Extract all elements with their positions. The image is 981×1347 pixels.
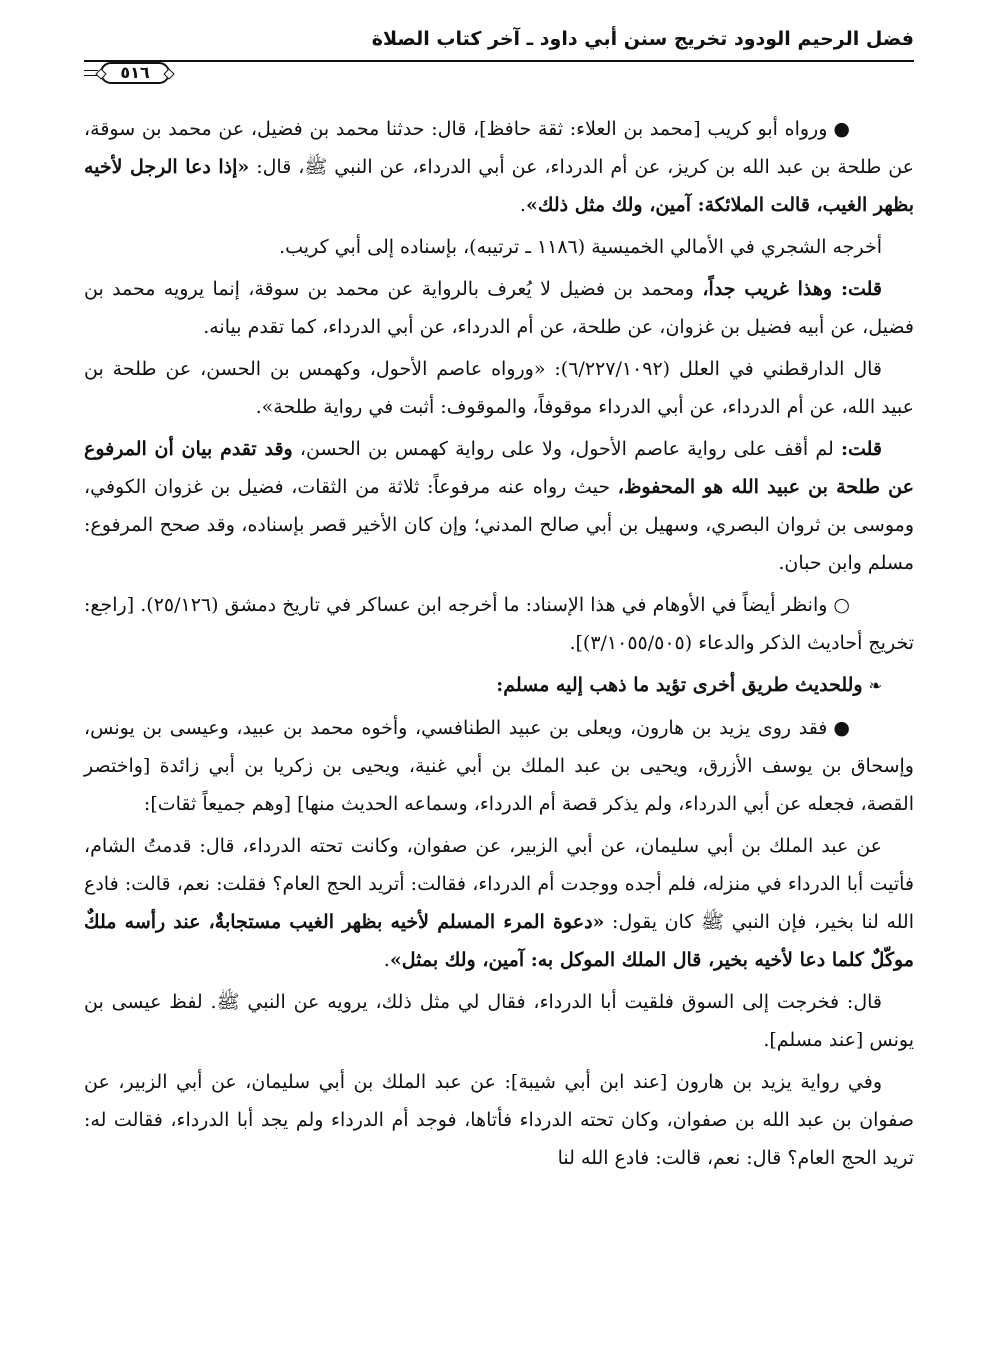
text-run: وانظر أيضاً في الأوهام في هذا الإسناد: ما أخرجه ابن عساكر في تاريخ دمشق (٢٥/١٢٦). [راجع: تخريج أحاديث الذكر والدعاء (٣/١٠٥٥/٥٠٥)]. <box>84 594 914 654</box>
paragraph-10 <box>84 983 914 1059</box>
page-body <box>84 110 914 1181</box>
hadith-text: «إذا دعا الرجل لأخيه بظهر الغيب، قالت الملائكة: آمين، ولك مثل ذلك» <box>84 156 914 216</box>
filled-bullet-icon: ● <box>833 717 850 739</box>
paragraph-11 <box>84 1063 914 1177</box>
hollow-bullet-icon: ○ <box>833 594 850 616</box>
paragraph-5 <box>84 430 914 582</box>
lead-word: قلت: <box>840 438 883 460</box>
text-run: قال: فخرجت إلى السوق فلقيت أبا الدرداء، فقال لي مثل ذلك، يرويه عن النبي ﷺ. لفظ عيسى بن يونس [عند مسلم]. <box>84 991 914 1051</box>
running-title: فضل الرحيم الودود تخريج سنن أبي داود ـ آخر كتاب الصلاة <box>371 28 914 50</box>
page-header <box>84 18 914 86</box>
text-run: حيث رواه عنه مرفوعاً: ثلاثة من الثقات، فضيل بن غزوان الكوفي، وموسى بن ثروان البصري، وسهيل بن أبي صالح المدني؛ وإن كان الأخير قصر بإسناده، وقد صحح المرفوع: مسلم وابن حبان. <box>84 476 914 574</box>
text-run: قال الدارقطني في العلل (٦/٢٢٧/١٠٩٢): «ورواه عاصم الأحول، وكهمس بن الحسن، عن طلحة بن عبيد الله، عن أم الدرداء، عن أبي الدرداء موقوفاً، والموقوف: أثبت في رواية طلحة». <box>84 358 914 418</box>
text-run: عن عبد الملك بن أبي سليمان، عن أبي الزبير، عن صفوان، وكانت تحته الدرداء، قال: قدمتُ الشام، فأتيت أبا الدرداء في منزله، فلم أجده ووجدت أم الدرداء، فقالت: أتريد الحج العام؟ فقلت: نعم، قالت: فادع الله لنا بخير، فإن النبي ﷺ كان يقول: <box>84 835 914 933</box>
text-run: . <box>383 949 390 971</box>
section-heading: وللحديث طريق أخرى تؤيد ما ذهب إليه مسلم: <box>496 674 863 696</box>
paragraph-6 <box>84 586 914 662</box>
paragraph-3 <box>84 270 914 346</box>
bold-run: وقد تقدم بيان أن المرفوع عن طلحة بن عبيد الله هو المحفوظ، <box>84 438 914 498</box>
paragraph-9 <box>84 827 914 979</box>
lead-word: قلت: <box>840 278 882 300</box>
text-run: أخرجه الشجري في الأمالي الخميسية (١١٨٦ ـ ترتيبه)، بإسناده إلى أبي كريب. <box>279 236 882 258</box>
bold-run: وهذا غريب جداً، <box>702 278 841 300</box>
text-run: ورواه أبو كريب [محمد بن العلاء: ثقة حافظ]، قال: حدثنا محمد بن فضيل، عن محمد بن سوقة، عن طلحة بن عبد الله بن كريز، عن أم الدرداء، عن أبي الدرداء، عن النبي ﷺ، قال: <box>84 118 914 178</box>
text-run: وفي رواية يزيد بن هارون [عند ابن أبي شيبة]: عن عبد الملك بن أبي سليمان، عن أبي الزبير، عن صفوان بن عبد الله بن صفوان، وكان تحته الدرداء فأتاها، فوجد أم الدرداء ولم يجد أبا الدرداء، فقالت له: تريد الحج العام؟ قال: نعم، قالت: فادع الله لنا <box>84 1071 914 1169</box>
hadith-text: «دعوة المرء المسلم لأخيه بظهر الغيب مستجابةٌ، عند رأسه ملكٌ موكّلٌ كلما دعا لأخيه بخير، قال الملك الموكل به: آمين، ولك بمثل» <box>84 911 914 971</box>
page-number: ٥١٦ <box>100 62 170 84</box>
text-run: ومحمد بن فضيل لا يُعرف بالرواية عن محمد بن سوقة، إنما يرويه محمد بن فضيل، عن أبيه فضيل بن غزوان، عن طلحة، عن أم الدرداء، عن أبي الدرداء، كما تقدم بيانه. <box>84 278 914 338</box>
leaf-ornament-icon: ❧ <box>868 676 882 695</box>
text-run: فقد روى يزيد بن هارون، ويعلى بن عبيد الطنافسي، وأخوه محمد بن عبيد، وعيسى بن يونس، وإسحاق بن يوسف الأزرق، ويحيى بن عبد الملك بن أبي غنية، ويحيى بن زكريا بن أبي زائدة [واختصر القصة، فجعله عن أبي الدرداء، ولم يذكر قصة أم الدرداء، وسماعه الحديث منها] [وهم جميعاً ثقات]: <box>84 717 914 815</box>
page-number-ornament <box>84 62 214 84</box>
text-run: لم أقف على رواية عاصم الأحول، ولا على رواية كهمس بن الحسن، <box>292 438 841 460</box>
ornament-line <box>84 70 98 71</box>
paragraph-8 <box>84 709 914 823</box>
paragraph-1 <box>84 110 914 224</box>
book-page <box>84 18 914 1338</box>
paragraph-2 <box>84 228 914 266</box>
filled-bullet-icon: ● <box>833 118 850 140</box>
paragraph-7 <box>84 666 914 705</box>
text-run: . <box>519 194 526 216</box>
paragraph-4 <box>84 350 914 426</box>
